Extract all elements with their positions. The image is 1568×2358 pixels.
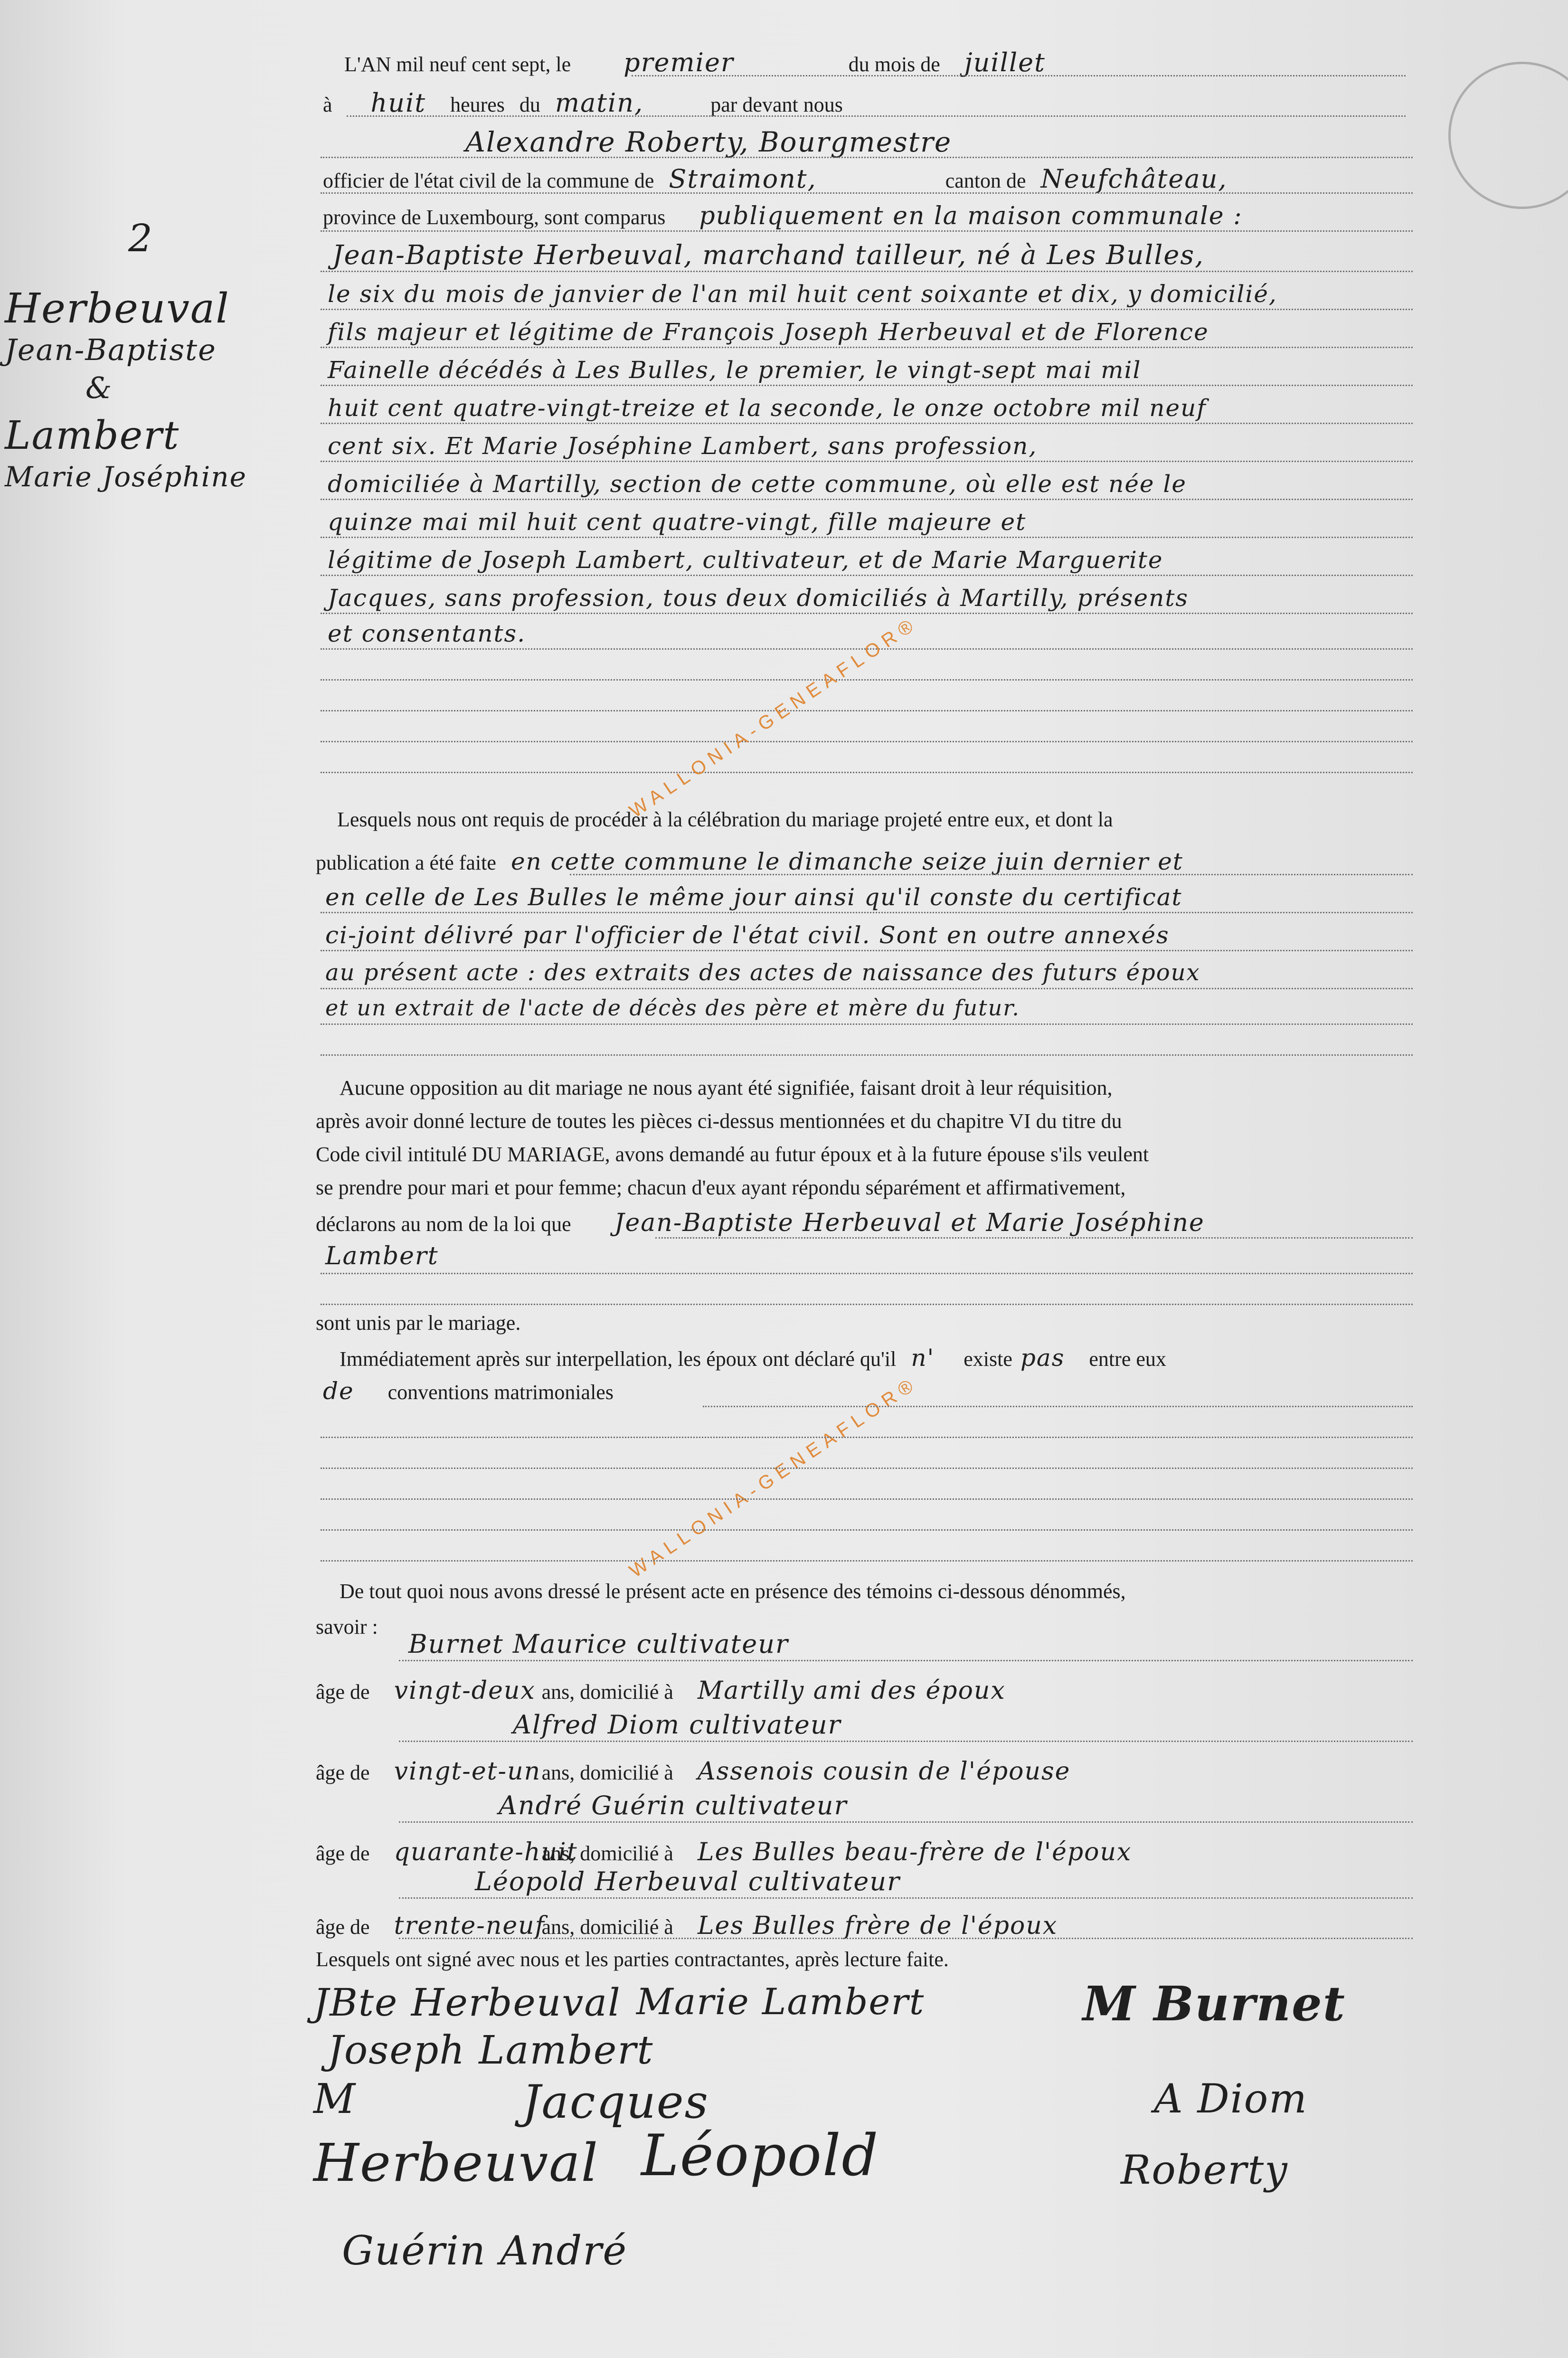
rule [570,874,1413,875]
rule [321,1468,1413,1469]
witness-4-place: Les Bulles frère de l'époux [697,1912,1058,1940]
signature-officer: Roberty [1121,2147,1288,2193]
declarons-line [316,1209,1205,1237]
signature-groom: JBte Herbeuval [313,1980,621,2025]
existe-label: existe [963,1347,1012,1371]
header-line-4 [323,164,1228,194]
conventions-hw: de [323,1377,354,1405]
officier-label: officier de l'état civil de la commune de [323,169,654,192]
witness-1-place: Martilly ami des époux [697,1676,1006,1705]
rule [321,157,1413,158]
publication-line: et un extrait de l'acte de décès des père et mère du futur. [325,995,1020,1021]
witness-1-name: Burnet Maurice cultivateur [408,1629,789,1659]
rule [321,385,1413,386]
witness-3-age: quarante-huit [394,1838,578,1866]
rule [321,537,1413,538]
par-devant-label: par devant nous [710,93,843,116]
signature-m: M [313,2075,357,2123]
rule [399,1897,1413,1899]
parties-line: Jacques, sans profession, tous deux domiciliés à Martilly, présents [328,584,1189,612]
parties-line: Fainelle décédés à Les Bulles, le premier, le vingt-sept mai mil [328,356,1142,384]
rule [399,1938,1413,1939]
rule [321,912,1413,913]
witness-3-details [316,1838,1132,1866]
age-label: âge de [316,1761,370,1784]
official-stamp [1448,62,1568,209]
parties-line: fils majeur et légitime de François Joseph Herbeuval et de Florence [328,318,1209,346]
spouses-names: Jean-Baptiste Herbeuval et Marie Joséphine [614,1209,1205,1237]
rule [321,1498,1413,1500]
margin-groom-surname: Herbeuval [5,285,230,332]
rule [321,772,1413,773]
rule [399,1741,1413,1742]
signature-witness-burnet: M Burnet [1083,1976,1346,2032]
du-label: du [519,93,540,116]
opposition-line: Code civil intitulé DU MARIAGE, avons demandé au futur époux et à la future épouse s'ils veulent [316,1143,1149,1166]
rule [321,1529,1413,1531]
margin-bride-surname: Lambert [5,413,180,458]
publication-intro: Lesquels nous ont requis de procéder à la célébration du mariage projeté entre eux, et dont la [337,808,1113,831]
conventions-line-2 [323,1377,614,1405]
hour-value: huit [370,88,426,118]
signature-mother-bride: Jacques [522,2075,709,2129]
rule [321,679,1413,681]
heures-label: heures [450,93,505,116]
rule [321,499,1413,500]
rule [321,461,1413,462]
witness-2-place: Assenois cousin de l'épouse [697,1757,1071,1786]
entre-eux-label: entre eux [1089,1347,1166,1371]
publication-line: au présent acte : des extraits des actes de naissance des futurs époux [325,959,1200,986]
rule [321,230,1413,232]
publication-line-1 [316,848,1183,875]
margin-and: & [85,370,113,405]
conventions-text: Immédiatement après sur interpellation, les époux ont déclaré qu'il [340,1347,897,1371]
rule [321,613,1413,614]
publication-line: en celle de Les Bulles le même jour ainsi qu'il conste du certificat [325,883,1182,911]
publication-label: publication a été faite [316,851,496,874]
savoir-label: savoir : [316,1615,378,1638]
conventions-hw: n' [911,1344,935,1372]
header-line-5 [323,202,1243,230]
ans-label: ans, domicilié à [541,1842,673,1865]
commune-value: Straimont, [669,164,817,194]
canton-value: Neufchâteau, [1040,164,1228,194]
month-label: du mois de [848,53,940,76]
witnesses-intro: De tout quoi nous avons dressé le présent acte en présence des témoins ci-dessous dénommés, [340,1580,1126,1603]
canton-label: canton de [945,169,1026,192]
rule [321,741,1413,742]
margin-groom-firstname: Jean-Baptiste [5,332,217,367]
signature-leopold: Léopold [641,2123,879,2189]
header-line-1 [344,47,1046,77]
rule [655,1237,1413,1239]
parties-line: et consentants. [328,620,526,647]
rule [321,271,1413,272]
witness-4-age: trente-neuf [394,1912,545,1940]
signature-father-bride: Joseph Lambert [328,2028,654,2073]
day-value: premier [623,47,734,77]
rule [632,75,1406,76]
publication-value: en cette commune le dimanche seize juin dernier et [510,848,1183,875]
rule [703,1406,1413,1407]
age-label: âge de [316,1915,370,1939]
an-label: L'AN mil neuf cent sept, le [344,53,571,76]
margin-bride-firstname: Marie Joséphine [5,461,247,493]
parties-line: Jean-Baptiste Herbeuval, marchand tailleur, né à Les Bulles, [332,240,1204,271]
watermark: WALLONIA-GENEAFLOR® [625,1372,922,1582]
rule [321,710,1413,711]
signature-herbeuval: Herbeuval [313,2132,599,2193]
rule [321,309,1413,310]
ans-label: ans, domicilié à [541,1915,673,1939]
parties-line: quinze mai mil huit cent quatre-vingt, fille majeure et [328,508,1027,536]
rule [399,1660,1413,1661]
rule [321,1560,1413,1562]
a-label: à [323,93,332,116]
signature-guerin: Guérin André [342,2227,628,2274]
rule [321,1023,1413,1025]
rule [321,950,1413,951]
rule [347,115,1406,117]
opposition-line: se prendre pour mari et pour femme; chacun d'eux ayant répondu séparément et affirmativement, [316,1176,1126,1199]
province-label: province de Luxembourg, sont comparus [323,206,666,229]
rule [321,423,1413,424]
rule [321,347,1413,348]
ans-label: ans, domicilié à [541,1680,673,1704]
declarons-label: déclarons au nom de la loi que [316,1212,571,1236]
rule [321,1437,1413,1438]
rule [399,1821,1413,1823]
rule [321,1273,1413,1274]
age-label: âge de [316,1680,370,1704]
age-label: âge de [316,1842,370,1865]
signature-witness-diom: A Diom [1154,2075,1308,2122]
conventions-label: conventions matrimoniales [387,1381,614,1404]
closing-text: Lesquels ont signé avec nous et les parties contractantes, après lecture faite. [316,1948,949,1971]
rule [321,1304,1413,1305]
rule [321,988,1413,989]
parties-line: domiciliée à Martilly, section de cette commune, où elle est née le [328,470,1187,498]
rule [321,575,1413,576]
officer-name: Alexandre Roberty, Bourgmestre [465,126,952,158]
watermark: WALLONIA-GENEAFLOR® [625,612,922,822]
rule [321,1054,1413,1056]
month-value: juillet [964,47,1046,77]
comparus-value: publiquement en la maison communale : [699,202,1243,230]
signature-bride: Marie Lambert [636,1980,925,2023]
witness-2-age: vingt-et-un [394,1757,541,1786]
conventions-line-1 [340,1344,1166,1372]
act-number: 2 [128,216,153,260]
opposition-line: après avoir donné lecture de toutes les pièces ci-dessus mentionnées et du chapitre VI du titre du [316,1109,1122,1133]
parties-line: cent six. Et Marie Joséphine Lambert, sans profession, [328,432,1038,460]
spouses-names-cont: Lambert [325,1242,439,1270]
witness-1-age: vingt-deux [394,1676,536,1705]
witness-1-details [316,1676,1006,1705]
publication-line: ci-joint délivré par l'officier de l'état civil. Sont en outre annexés [325,921,1170,949]
witness-3-place: Les Bulles beau-frère de l'époux [697,1838,1132,1866]
witness-4-name: Léopold Herbeuval cultivateur [475,1866,900,1896]
witness-3-name: André Guérin cultivateur [499,1790,848,1820]
parties-line: légitime de Joseph Lambert, cultivateur, et de Marie Marguerite [328,546,1163,574]
header-line-2 [323,88,843,118]
witness-4-details [316,1912,1058,1940]
conventions-hw: pas [1020,1344,1065,1372]
witness-2-details [316,1757,1070,1786]
unis-text: sont unis par le mariage. [316,1311,521,1335]
parties-line: le six du mois de janvier de l'an mil huit cent soixante et dix, y domicilié, [328,280,1277,308]
parties-line: huit cent quatre-vingt-treize et la seconde, le onze octobre mil neuf [328,394,1207,422]
period-value: matin, [555,88,644,118]
ans-label: ans, domicilié à [541,1761,673,1784]
rule [321,192,1413,194]
witness-2-name: Alfred Diom cultivateur [513,1710,841,1740]
opposition-line: Aucune opposition au dit mariage ne nous ayant été signifiée, faisant droit à leur réquisition, [340,1076,1113,1099]
